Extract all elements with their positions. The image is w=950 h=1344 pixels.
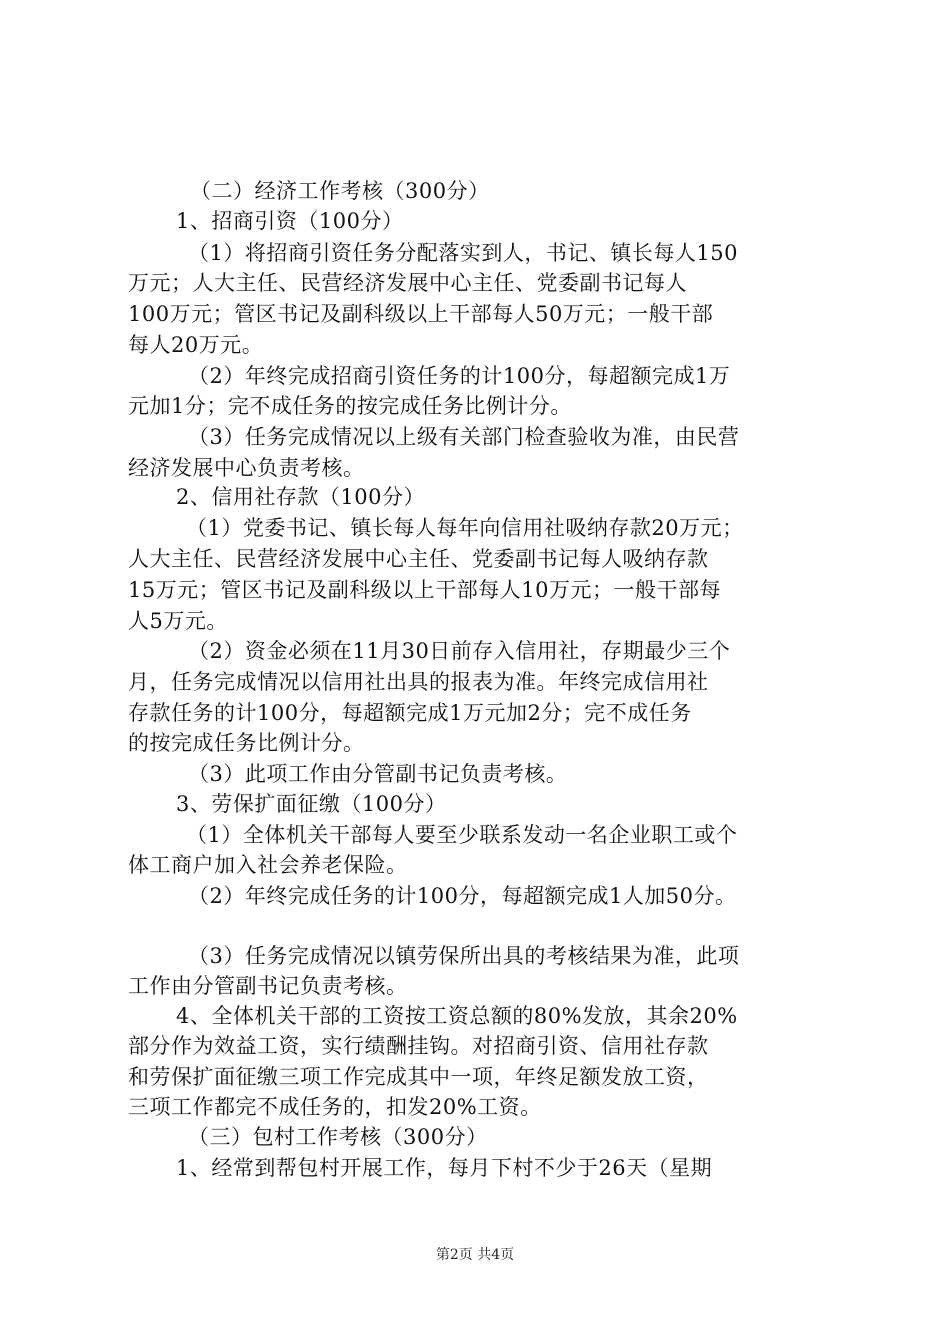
- text-line: （2）年终完成招商引资任务的计100分，每超额完成1万: [188, 364, 731, 388]
- text-line: 工作由分管副书记负责考核。: [128, 974, 408, 998]
- text-line: 体工商户加入社会养老保险。: [128, 853, 408, 877]
- text-line: 的按完成任务比例计分。: [128, 731, 365, 755]
- text-line: （3）此项工作由分管副书记负责考核。: [188, 762, 568, 786]
- text-line: 部分作为效益工资，实行绩酬挂钩。对招商引资、信用社存款: [128, 1034, 709, 1058]
- text-line: 存款任务的计100分，每超额完成1万元加2分；完不成任务: [128, 701, 692, 725]
- text-line: 经济发展中心负责考核。: [128, 456, 365, 480]
- text-line: （2）年终完成任务的计100分，每超额完成1人加50分。: [188, 884, 737, 908]
- text-line: 三项工作都完不成任务的，扣发20%工资。: [128, 1095, 542, 1119]
- text-line: （3）任务完成情况以上级有关部门检查验收为准，由民营: [188, 425, 740, 449]
- text-line: 元加1分；完不成任务的按完成任务比例计分。: [128, 394, 572, 418]
- text-line: 万元；人大主任、民营经济发展中心主任、党委副书记每人: [128, 271, 687, 295]
- text-line: 1、招商引资（100分）: [176, 209, 404, 233]
- text-line: 15万元；管区书记及副科级以上干部每人10万元；一般干部每: [128, 578, 721, 602]
- text-line: 4、全体机关干部的工资按工资总额的80%发放，其余20%: [176, 1004, 738, 1028]
- text-line: （1）全体机关干部每人要至少联系发动一名企业职工或个: [186, 823, 738, 847]
- text-line: 每人20万元。: [128, 333, 264, 357]
- text-line: （1）将招商引资任务分配落实到人，书记、镇长每人150: [188, 241, 738, 265]
- text-line: （三）包村工作考核（300分）: [188, 1125, 488, 1149]
- text-line: 2、信用社存款（100分）: [176, 485, 425, 509]
- text-line: （3）任务完成情况以镇劳保所出具的考核结果为准，此项: [188, 944, 740, 968]
- text-line: 1、经常到帮包村开展工作，每月下村不少于26天（星期: [176, 1156, 713, 1180]
- text-line: 人大主任、民营经济发展中心主任、党委副书记每人吸纳存款: [128, 547, 709, 571]
- text-line: 100万元；管区书记及副科级以上干部每人50万元；一般干部: [128, 302, 714, 326]
- page-footer: 第2页 共4页: [435, 1247, 515, 1263]
- text-line: （2）资金必须在11月30日前存入信用社，存期最少三个: [188, 639, 731, 663]
- text-line: 月，任务完成情况以信用社出具的报表为准。年终完成信用社: [128, 670, 709, 694]
- text-line: 人5万元。: [128, 609, 228, 633]
- text-line: （1）党委书记、镇长每人每年向信用社吸纳存款20万元；: [186, 516, 744, 540]
- text-line: （二）经济工作考核（300分）: [190, 179, 490, 203]
- text-line: 和劳保扩面征缴三项工作完成其中一项，年终足额发放工资，: [128, 1065, 709, 1089]
- text-line: 3、劳保扩面征缴（100分）: [176, 792, 447, 816]
